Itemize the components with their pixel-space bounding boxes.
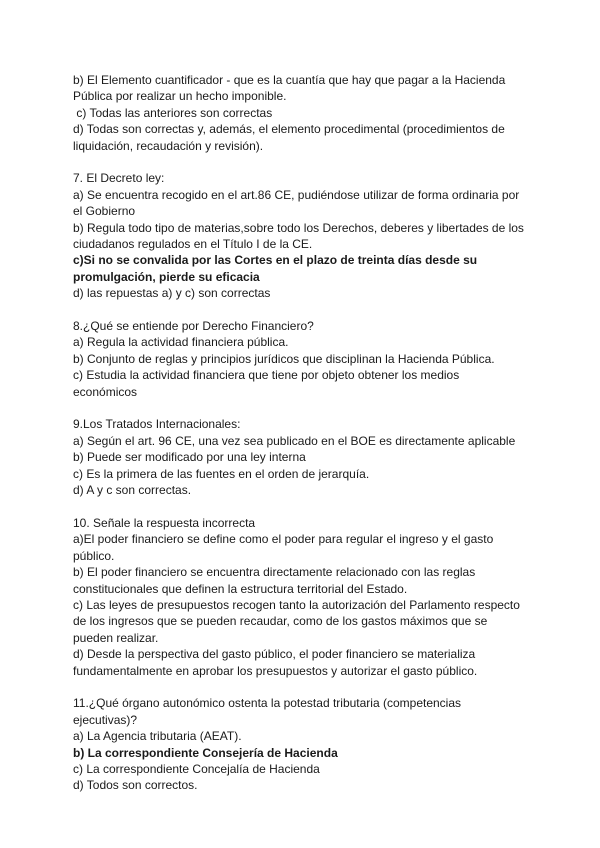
answer-option: c) Es la primera de las fuentes en el orden de jerarquía.: [73, 466, 370, 481]
answer-option: d) las repuestas a) y c) son correctas: [73, 286, 271, 301]
correct-answer-option: promulgación, pierde su eficacia: [73, 269, 260, 284]
question-heading: 10. Señale la respuesta incorrecta: [73, 515, 256, 530]
answer-option: público.: [73, 548, 115, 563]
spacer: [73, 154, 533, 170]
spacer: [73, 679, 533, 695]
question-heading: 7. El Decreto ley:: [73, 171, 165, 186]
question-heading: 9.Los Tratados Internacionales:: [73, 417, 241, 432]
question-block-11: [73, 695, 533, 793]
answer-option: a)El poder financiero se define como el poder para regular el ingreso y el gasto: [73, 532, 494, 547]
answer-option: c) Estudia la actividad financiera que tiene por objeto obtener los medios: [73, 368, 460, 383]
answer-option: Pública por realizar un hecho imponible.: [73, 89, 287, 104]
answer-option: b) El poder financiero se encuentra directamente relacionado con las reglas: [73, 565, 476, 580]
spacer: [73, 400, 533, 416]
question-block-8: [73, 318, 533, 400]
answer-option: a) Regula la actividad financiera pública.: [73, 335, 289, 350]
answer-option: pueden realizar.: [73, 630, 159, 645]
answer-option: b) El Elemento cuantificador - que es la cuantía que hay que pagar a la Hacienda: [73, 73, 506, 87]
answer-option: b) Puede ser modificado por una ley interna: [73, 450, 306, 465]
question-block-7: [73, 170, 533, 301]
answer-option: a) Según el art. 96 CE, una vez sea publicado en el BOE es directamente aplicable: [73, 433, 516, 448]
question-block-9: [73, 416, 533, 498]
correct-answer-option: b) La correspondiente Consejería de Hacienda: [73, 745, 338, 760]
answer-option: d) A y c son correctas.: [73, 483, 192, 498]
answer-option: de los ingresos que se pueden recaudar, como de los gastos máximos que se: [73, 614, 488, 629]
question-block-6-continuation: [73, 72, 533, 154]
document-body: [73, 72, 533, 794]
answer-option: a) La Agencia tributaria (AEAT).: [73, 729, 242, 744]
answer-option: c) Todas las anteriores son correctas: [73, 105, 273, 120]
question-block-10: [73, 515, 533, 679]
answer-option: d) Desde la perspectiva del gasto público, el poder financiero se materializa: [73, 647, 476, 662]
question-heading: 8.¿Qué se entiende por Derecho Financiero?: [73, 319, 314, 334]
question-heading: ejecutivas)?: [73, 712, 138, 727]
spacer: [73, 499, 533, 515]
answer-option: d) Todas son correctas y, además, el elemento procedimental (procedimientos de: [73, 122, 505, 137]
answer-option: b) Conjunto de reglas y principios jurídicos que disciplinan la Hacienda Pública.: [73, 351, 495, 366]
correct-answer-option: c)Si no se convalida por las Cortes en el plazo de treinta días desde su: [73, 253, 478, 268]
answer-option: ciudadanos regulados en el Título I de la CE.: [73, 237, 313, 252]
answer-option: el Gobierno: [73, 204, 136, 219]
spacer: [73, 302, 533, 318]
answer-option: fundamentalmente en aprobar los presupuestos y autorizar el gasto público.: [73, 663, 478, 678]
answer-option: b) Regula todo tipo de materias,sobre todo los Derechos, deberes y libertades de los: [73, 220, 524, 235]
answer-option: constitucionales que definen la estructura territorial del Estado.: [73, 581, 408, 596]
answer-option: d) Todos son correctos.: [73, 778, 198, 793]
answer-option: liquidación, recaudación y revisión).: [73, 138, 264, 153]
answer-option: c) Las leyes de presupuestos recogen tanto la autorización del Parlamento respecto: [73, 597, 520, 612]
answer-option: a) Se encuentra recogido en el art.86 CE, pudiéndose utilizar de forma ordinaria por: [73, 187, 520, 202]
answer-option: c) La correspondiente Concejalía de Hacienda: [73, 761, 320, 776]
question-heading: 11.¿Qué órgano autonómico ostenta la potestad tributaria (competencias: [73, 696, 462, 711]
answer-option: económicos: [73, 384, 138, 399]
